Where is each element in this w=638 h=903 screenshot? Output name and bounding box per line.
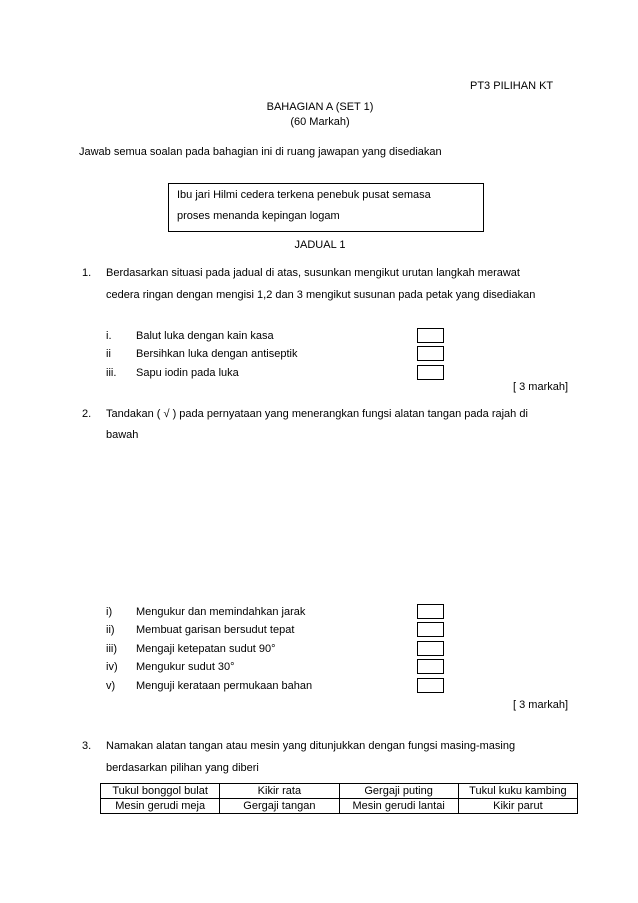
q3-text-line2: berdasarkan pilihan yang diberi: [106, 762, 259, 774]
table-row: [101, 799, 578, 814]
q1-answer-box[interactable]: [417, 328, 444, 343]
q1-item-num: ii: [106, 348, 111, 360]
option-cell: Kikir parut: [458, 799, 577, 814]
option-cell: Kikir rata: [220, 784, 339, 799]
q1-text-line1: Berdasarkan situasi pada jadual di atas, susunkan mengikut urutan langkah merawat: [106, 267, 520, 279]
q2-item-text: Mengukur dan memindahkan jarak: [136, 606, 306, 618]
q2-check-box[interactable]: [417, 641, 444, 656]
case-box: [168, 183, 484, 232]
q2-check-box[interactable]: [417, 604, 444, 619]
q3-text-line1: Namakan alatan tangan atau mesin yang ditunjukkan dengan fungsi masing-masing: [106, 740, 516, 752]
option-cell: Gergaji puting: [339, 784, 458, 799]
q1-item-num: iii.: [106, 367, 117, 379]
q2-marks: [ 3 markah]: [513, 699, 569, 711]
q2-item-num: iv): [106, 661, 118, 673]
q1-number: 1.: [82, 267, 92, 279]
instruction-text: Jawab semua soalan pada bahagian ini di ruang jawapan yang disediakan: [79, 146, 442, 158]
option-cell: Mesin gerudi lantai: [339, 799, 458, 814]
q1-answer-box[interactable]: [417, 365, 444, 380]
q1-item-text: Bersihkan luka dengan antiseptik: [136, 348, 298, 360]
q2-item-num: i): [106, 606, 113, 618]
q2-item-text: Mengaji ketepatan sudut 90°: [136, 643, 276, 655]
section-marks: (60 Markah): [290, 116, 350, 128]
table-row: [101, 784, 578, 799]
section-title: BAHAGIAN A (SET 1): [266, 101, 374, 113]
q2-item-text: Menguji kerataan permukaan bahan: [136, 680, 313, 692]
q2-check-box[interactable]: [417, 659, 444, 674]
q2-number: 2.: [82, 408, 92, 420]
q2-item-num: iii): [106, 643, 117, 655]
q2-item-num: v): [106, 680, 116, 692]
case-line-1: Ibu jari Hilmi cedera terkena penebuk pusat semasa: [177, 189, 431, 201]
q2-check-box[interactable]: [417, 622, 444, 637]
q2-text-line2: bawah: [106, 429, 139, 441]
q2-item-text: Mengukur sudut 30°: [136, 661, 235, 673]
q1-marks: [ 3 markah]: [513, 381, 569, 393]
q2-item-num: ii): [106, 624, 115, 636]
q1-answer-box[interactable]: [417, 346, 444, 361]
option-cell: Mesin gerudi meja: [101, 799, 220, 814]
options-table: [100, 783, 578, 814]
q1-item-text: Sapu iodin pada luka: [136, 367, 239, 379]
option-cell: Tukul bonggol bulat: [101, 784, 220, 799]
q2-check-box[interactable]: [417, 678, 444, 693]
q2-text-line1: Tandakan ( √ ) pada pernyataan yang menerangkan fungsi alatan tangan pada rajah di: [106, 408, 528, 420]
q1-text-line2: cedera ringan dengan mengisi 1,2 dan 3 mengikut susunan pada petak yang disediakan: [106, 289, 536, 301]
case-line-2: proses menanda kepingan logam: [177, 210, 340, 222]
q2-item-text: Membuat garisan bersudut tepat: [136, 624, 295, 636]
option-cell: Tukul kuku kambing: [458, 784, 577, 799]
table-caption: JADUAL 1: [294, 239, 346, 251]
q3-number: 3.: [82, 740, 92, 752]
q1-item-num: i.: [106, 330, 112, 342]
option-cell: Gergaji tangan: [220, 799, 339, 814]
header-label: PT3 PILIHAN KT: [470, 80, 554, 92]
q1-item-text: Balut luka dengan kain kasa: [136, 330, 274, 342]
